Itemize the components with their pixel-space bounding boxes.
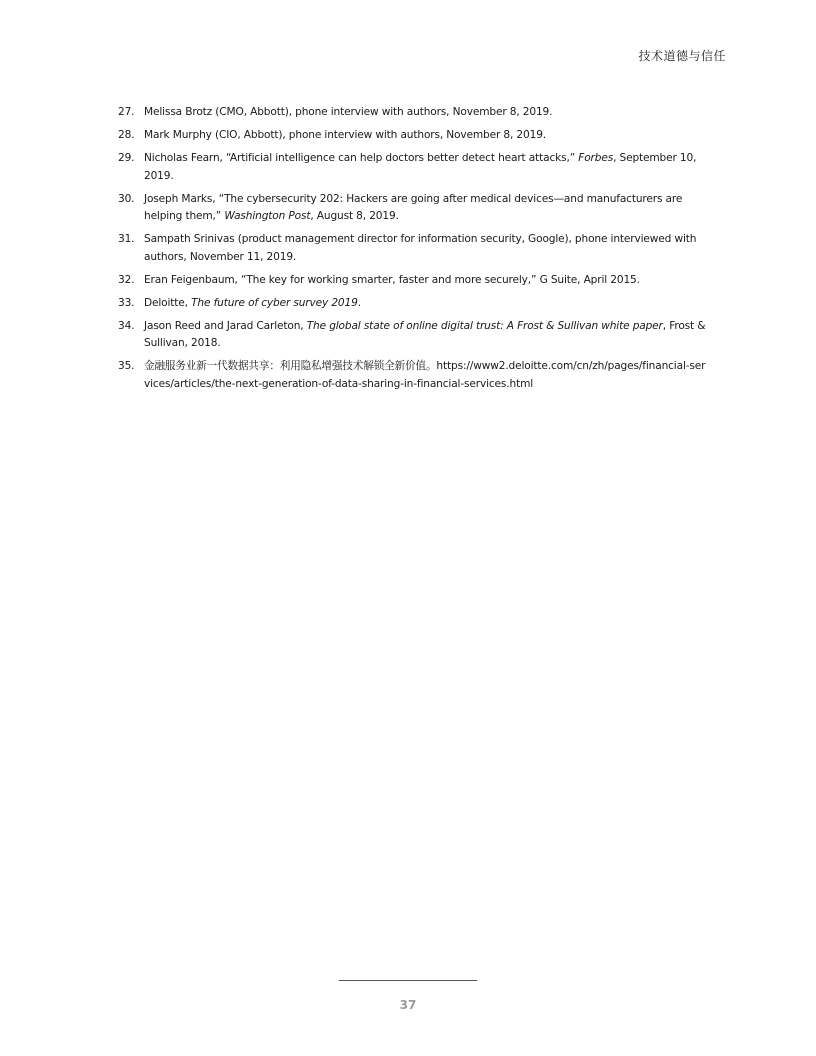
- endnote-text: Mark Murphy (CIO, Abbott), phone interview with authors, November 8, 2019.: [144, 129, 547, 141]
- endnotes-list: [118, 104, 708, 399]
- endnote-33: [118, 295, 708, 313]
- endnote-number: 28.: [118, 129, 135, 141]
- endnote-31: [118, 231, 708, 266]
- endnote-text: Joseph Marks, “The cybersecurity 202: Hackers are going after medical devices—and manufacturers are helping them,” Washington Post, August 8, 2019.: [144, 192, 683, 222]
- endnote-29: [118, 150, 708, 185]
- endnote-number: 29.: [118, 152, 135, 164]
- footer-divider: [339, 980, 477, 981]
- endnote-number: 31.: [118, 233, 135, 245]
- publication-title: The future of cyber survey 2019: [191, 296, 358, 309]
- endnote-34: [118, 318, 708, 353]
- publication-title: Washington Post: [224, 210, 311, 222]
- endnote-text: Nicholas Fearn, “Artificial intelligence can help doctors better detect heart attacks,” Forbes, September 10, 2019.: [144, 152, 697, 182]
- endnote-number: 32.: [118, 273, 135, 286]
- endnote-35: [118, 358, 708, 393]
- endnote-number: 27.: [118, 106, 135, 118]
- endnote-text: Melissa Brotz (CMO, Abbott), phone interview with authors, November 8, 2019.: [144, 106, 553, 118]
- endnote-number: 33.: [118, 296, 135, 309]
- endnote-30: [118, 191, 708, 226]
- endnote-text: Sampath Srinivas (product management director for information security, Google), phone interviewed with authors, November 11, 2019.: [144, 233, 697, 263]
- endnote-32: [118, 272, 708, 290]
- endnote-number: 30.: [118, 192, 135, 205]
- endnote-text: Eran Feigenbaum, “The key for working smarter, faster and more securely,” G Suite, April 2015.: [144, 273, 640, 286]
- endnote-27: [118, 104, 708, 122]
- endnote-url-text: 金融服务业新一代数据共享：利用隐私增强技术解锁全新价值。https://www2.deloitte.com/cn/zh/pages/financial-services/articles/the-next-generation-of-data-sharing-in-financial-services.html: [144, 360, 706, 390]
- running-header: 技术道德与信任: [638, 49, 726, 63]
- endnote-number: 34.: [118, 319, 135, 332]
- page-number: 37: [399, 998, 417, 1012]
- endnote-text: [144, 358, 708, 393]
- endnote-text: Deloitte, The future of cyber survey 2019.: [144, 296, 361, 309]
- publication-title: The global state of online digital trust: A Frost & Sullivan white paper: [306, 319, 663, 332]
- publication-title: Forbes: [578, 152, 614, 164]
- endnote-number: 35.: [118, 360, 135, 372]
- endnote-28: [118, 127, 708, 145]
- endnote-text: Jason Reed and Jarad Carleton, The global state of online digital trust: A Frost & Sullivan white paper, Frost & Sullivan, 2018.: [144, 319, 706, 349]
